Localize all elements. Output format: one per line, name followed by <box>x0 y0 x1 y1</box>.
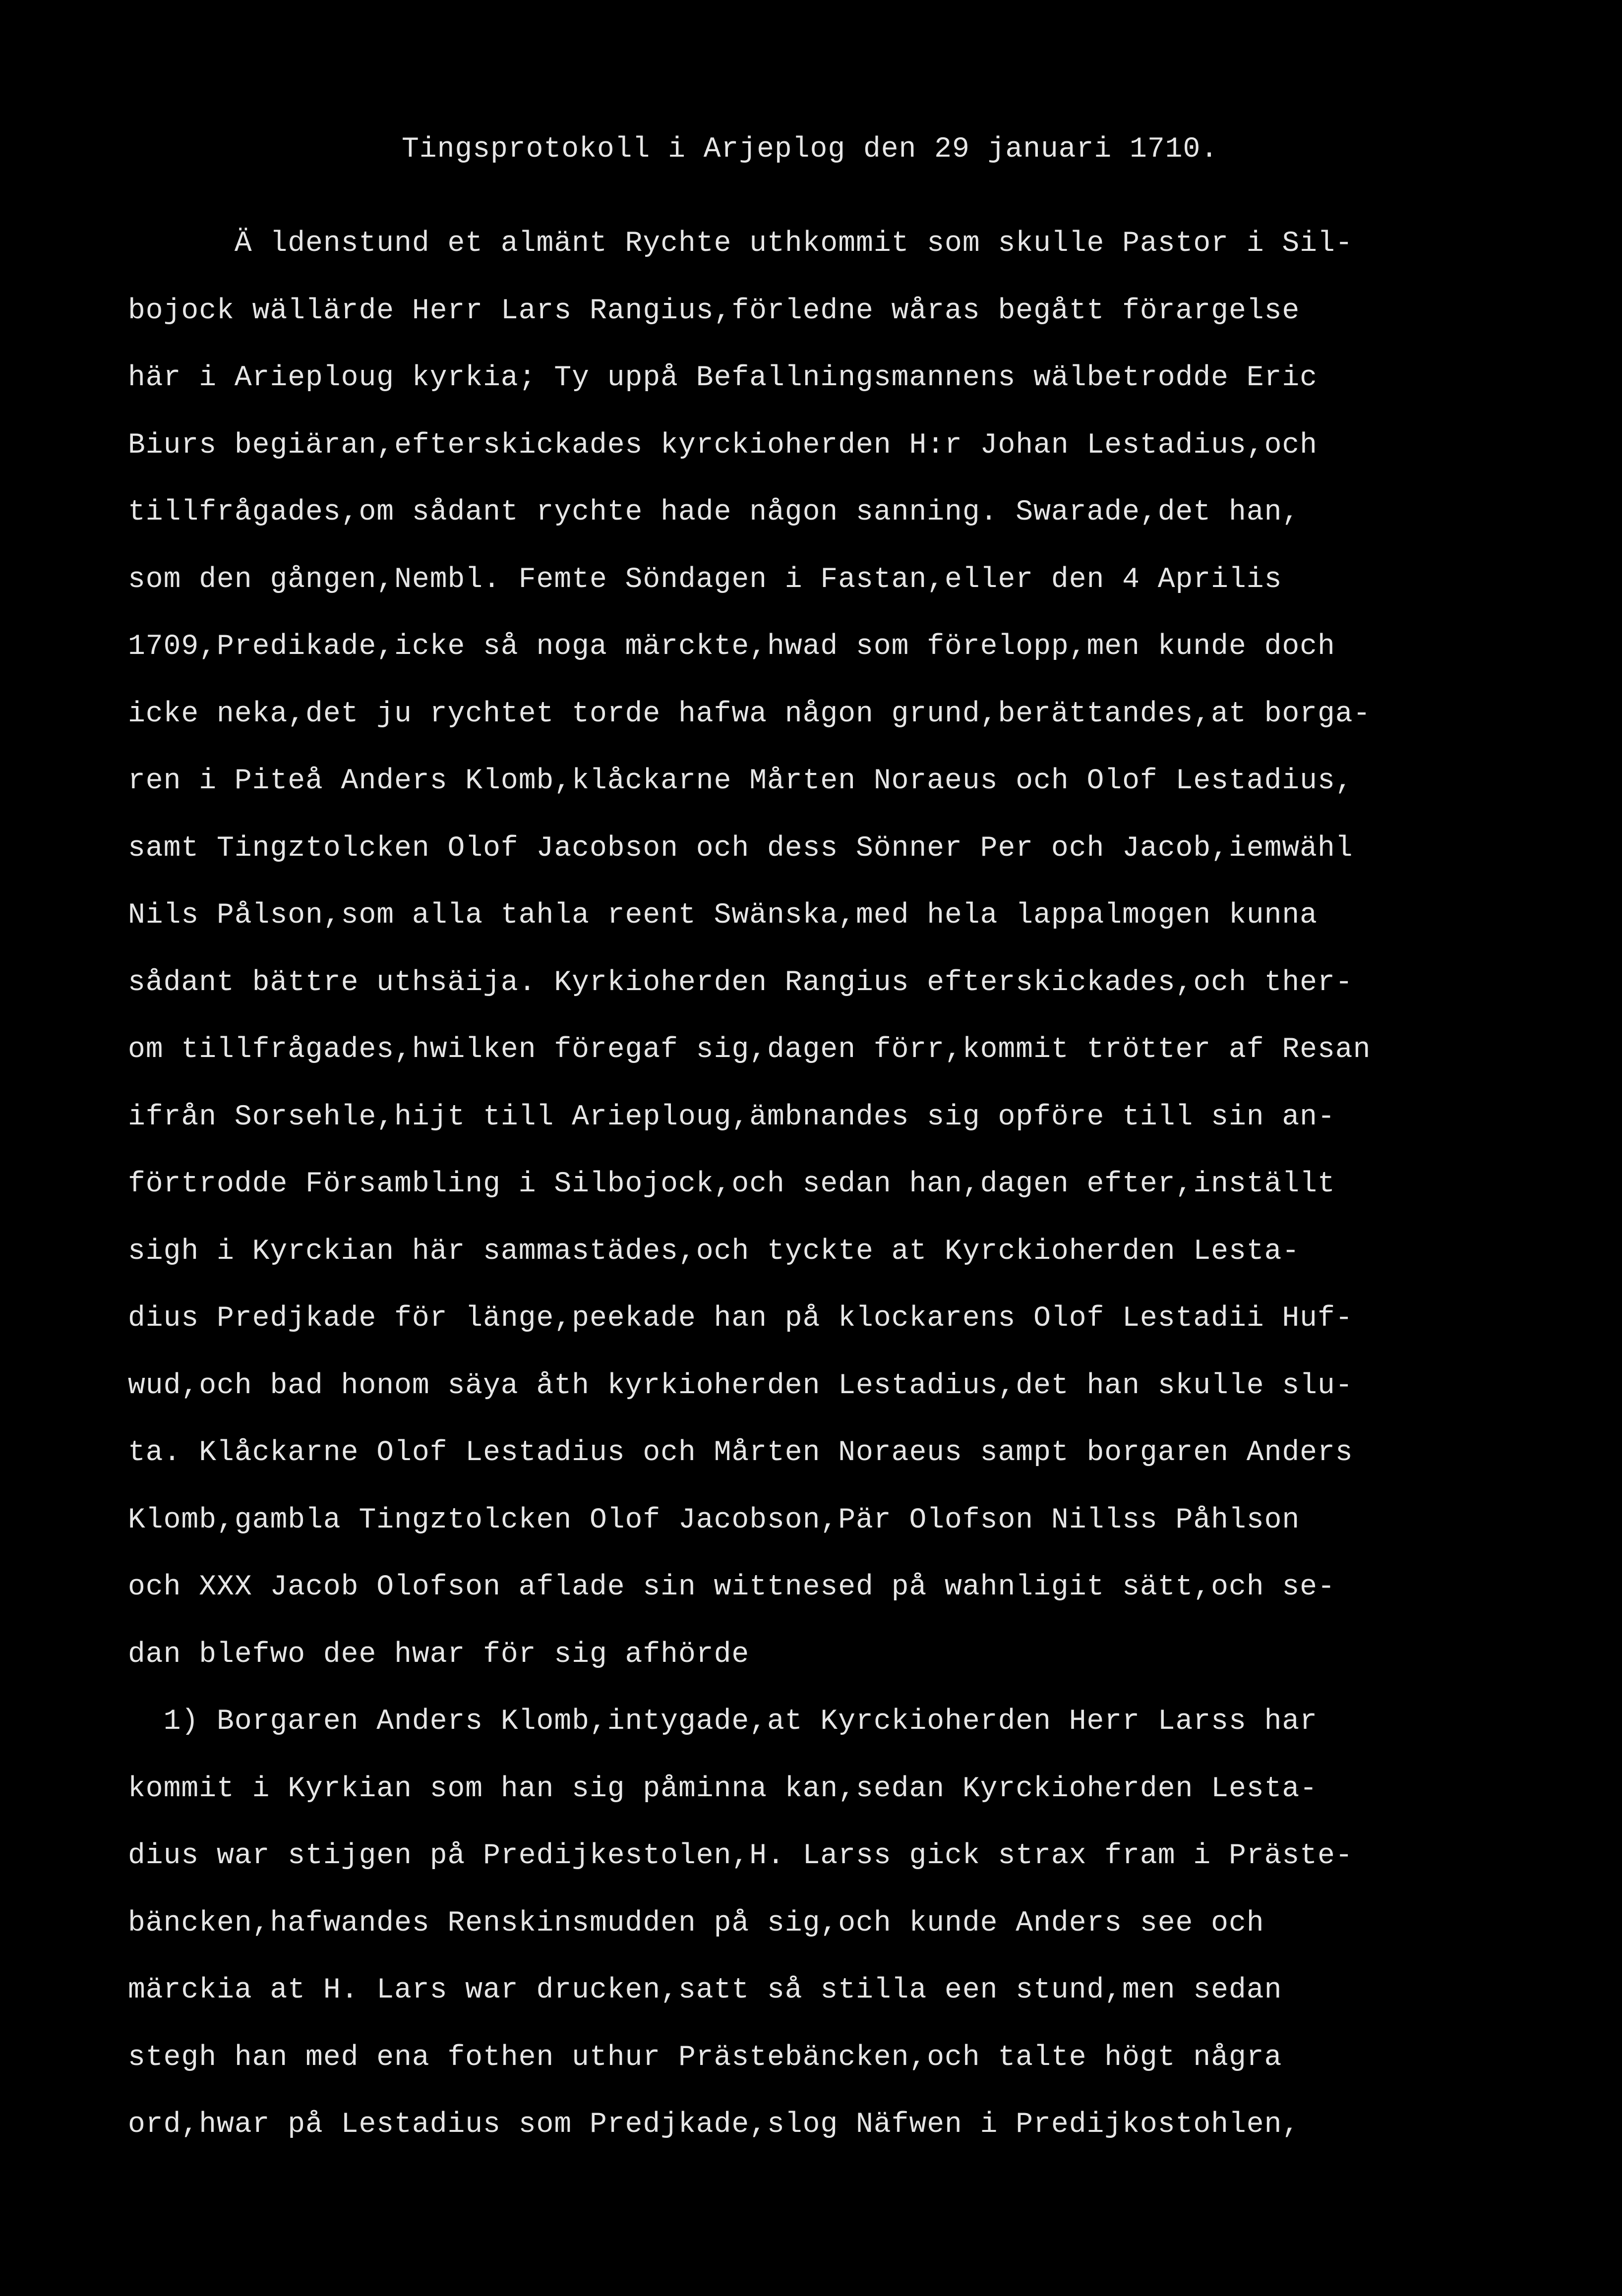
text-line: dan blefwo dee hwar för sig afhörde <box>128 1638 750 1671</box>
text-line: Biurs begiäran,efterskickades kyrckioherden H:r Johan Lestadius,och <box>128 429 1318 462</box>
text-line: ren i Piteå Anders Klomb,klåckarne Mårten Noraeus och Olof Lestadius, <box>128 765 1353 797</box>
text-line: ifrån Sorsehle,hijt till Arieploug,ämbnandes sig opföre till sin an- <box>128 1101 1335 1133</box>
text-line: tillfrågades,om sådant rychte hade någon sanning. Swarade,det han, <box>128 496 1300 529</box>
page-title: Tingsprotokoll i Arjeplog den 29 januari 1710. <box>402 133 1219 166</box>
document-body <box>128 210 1531 2159</box>
text-line: kommit i Kyrkian som han sig påminna kan,sedan Kyrckioherden Lesta- <box>128 1772 1318 1805</box>
text-line: bäncken,hafwandes Renskinsmudden på sig,och kunde Anders see och <box>128 1907 1264 1940</box>
text-line: stegh han med ena fothen uthur Prästebäncken,och talte högt några <box>128 2041 1282 2074</box>
text-line: här i Arieploug kyrkia; Ty uppå Befallningsmannens wälbetrodde Eric <box>128 362 1318 394</box>
text-line: om tillfrågades,hwilken föregaf sig,dagen förr,kommit trötter af Resan <box>128 1034 1371 1066</box>
text-line: ord,hwar på Lestadius som Predjkade,slog Näfwen i Predijkostohlen, <box>128 2109 1300 2141</box>
text-line: icke neka,det ju rychtet torde hafwa någon grund,berättandes,at borga- <box>128 698 1371 730</box>
text-line: Nils Pålson,som alla tahla reent Swänska,med hela lappalmogen kunna <box>128 899 1318 932</box>
text-line: sådant bättre uthsäija. Kyrkioherden Rangius efterskickades,och ther- <box>128 966 1353 999</box>
text-line: ta. Klåckarne Olof Lestadius och Mårten Noraeus sampt borgaren Anders <box>128 1437 1353 1469</box>
text-line: Ä ldenstund et almänt Rychte uthkommit som skulle Pastor i Sil- <box>128 228 1353 260</box>
text-line: dius war stijgen på Predijkestolen,H. Larss gick strax fram i Präste- <box>128 1840 1353 1872</box>
text-line: och XXX Jacob Olofson aflade sin wittnesed på wahnligit sätt,och se- <box>128 1571 1335 1603</box>
text-line: som den gången,Nembl. Femte Söndagen i Fastan,eller den 4 Aprilis <box>128 563 1282 596</box>
text-line: sigh i Kyrckian här sammastädes,och tyckte at Kyrckioherden Lesta- <box>128 1235 1300 1268</box>
text-line: wud,och bad honom säya åth kyrkioherden Lestadius,det han skulle slu- <box>128 1369 1353 1402</box>
text-line: märckia at H. Lars war drucken,satt så stilla een stund,men sedan <box>128 1974 1282 2006</box>
text-line: 1709,Predikade,icke så noga märckte,hwad som förelopp,men kunde doch <box>128 631 1335 663</box>
text-line: 1) Borgaren Anders Klomb,intygade,at Kyrckioherden Herr Larss har <box>128 1706 1318 1738</box>
text-line: bojock wällärde Herr Lars Rangius,förledne wåras begått förargelse <box>128 294 1300 327</box>
text-line: Klomb,gambla Tingztolcken Olof Jacobson,Pär Olofson Nillss Påhlson <box>128 1504 1300 1536</box>
text-line: samt Tingztolcken Olof Jacobson och dess Sönner Per och Jacob,iemwähl <box>128 832 1353 865</box>
text-line: förtrodde Försambling i Silbojock,och sedan han,dagen efter,inställt <box>128 1168 1335 1200</box>
text-line: dius Predjkade för länge,peekade han på klockarens Olof Lestadii Huf- <box>128 1302 1353 1335</box>
